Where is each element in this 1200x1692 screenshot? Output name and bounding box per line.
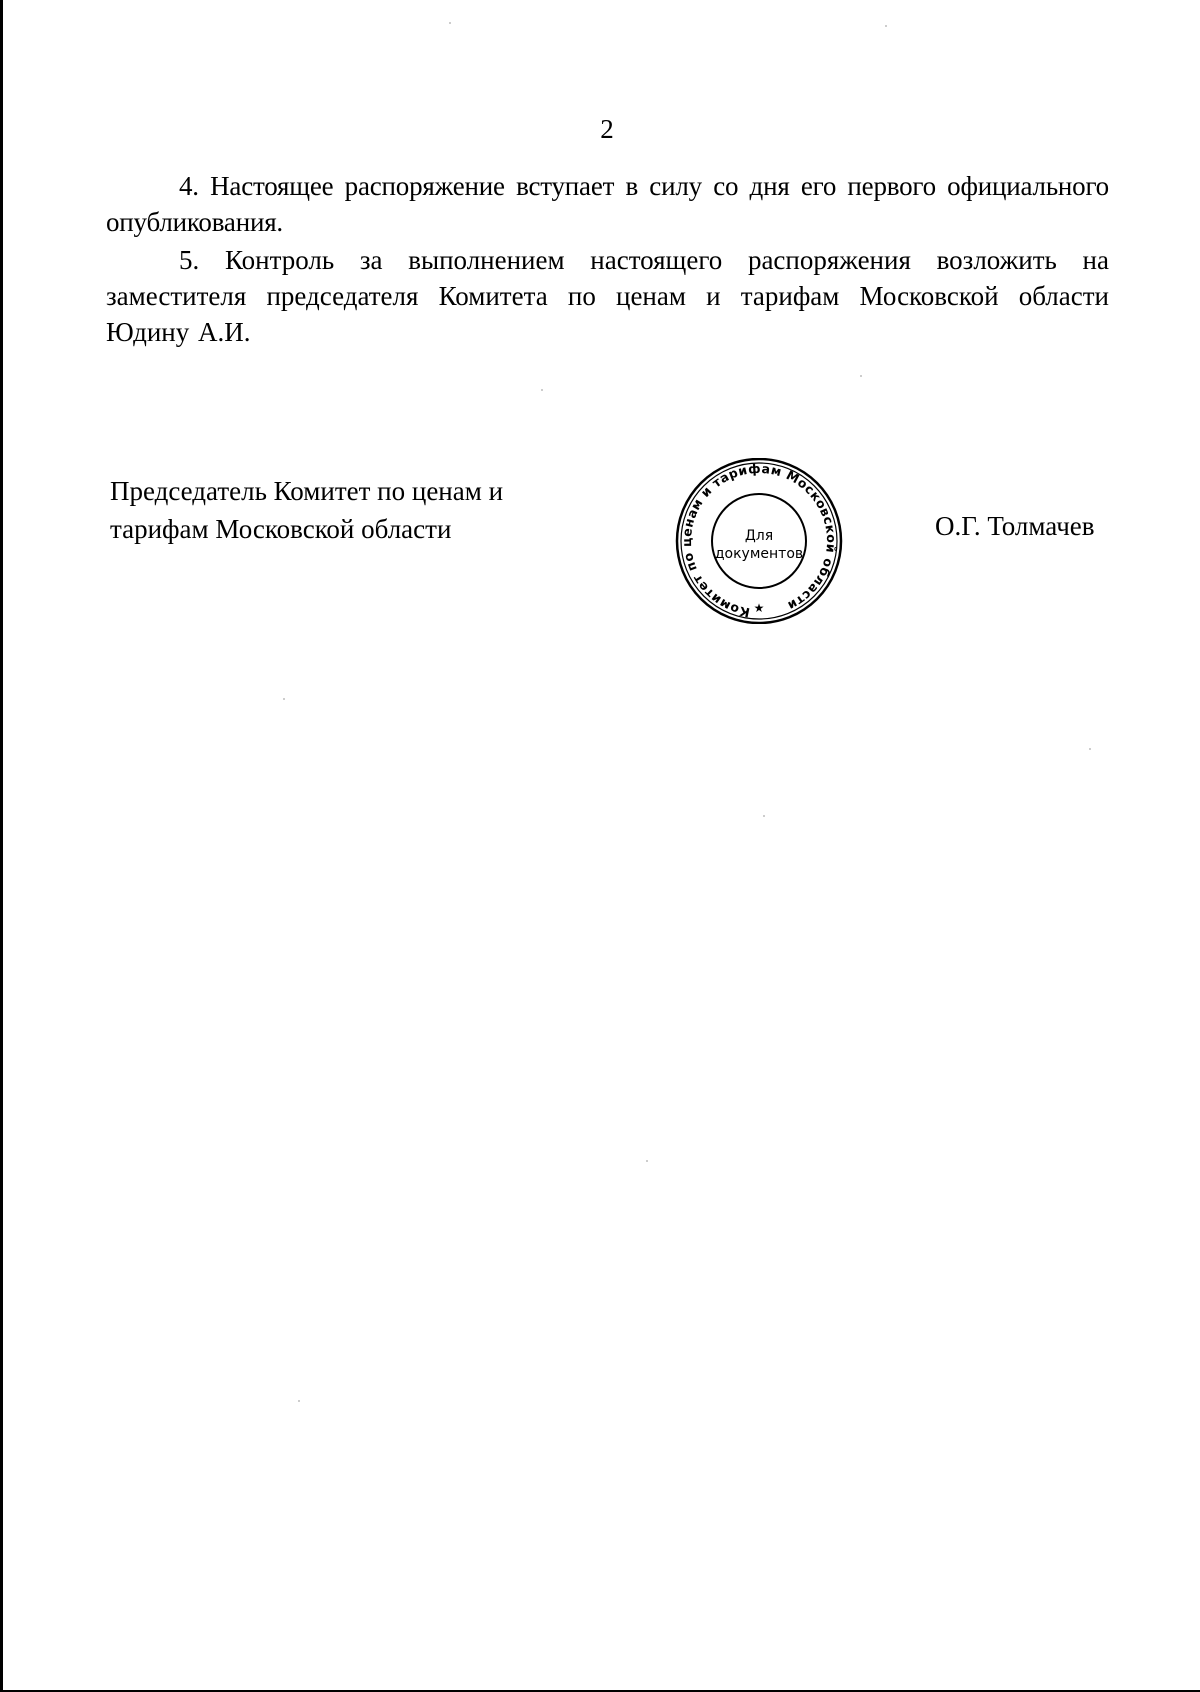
signatory-position-line-2: тарифам Московской области bbox=[110, 514, 452, 544]
scan-speck bbox=[646, 1160, 648, 1162]
official-stamp bbox=[674, 458, 844, 624]
paragraph-5-block bbox=[106, 242, 1109, 350]
scan-speck bbox=[1089, 748, 1091, 750]
stamp-center-line-1: Для bbox=[744, 528, 774, 544]
paragraph-4: 4. Настоящее распоряжение вступает в силу со дня его первого официального опубликования. bbox=[106, 171, 1109, 237]
page-number: 2 bbox=[600, 114, 614, 144]
scan-speck bbox=[283, 698, 285, 700]
scan-speck bbox=[763, 815, 765, 817]
stamp-star-icon: ★ bbox=[753, 601, 765, 615]
paragraph-5: 5. Контроль за выполнением настоящего распоряжения возложить на заместителя председателя Комитета по ценам и тарифам Московской области Юдину А.И. bbox=[106, 245, 1109, 347]
stamp-center-line-2: документов bbox=[714, 546, 804, 562]
scan-speck bbox=[860, 375, 862, 377]
stamp-ring-text-path: Комитет по ценам и тарифам Московской области bbox=[678, 460, 840, 621]
signatory-position bbox=[110, 472, 590, 548]
scan-speck bbox=[885, 25, 887, 27]
signatory-position-line-1: Председатель Комитет по ценам и bbox=[110, 476, 504, 506]
scan-speck bbox=[298, 1400, 300, 1402]
scan-left-border bbox=[0, 0, 3, 1692]
scan-speck bbox=[541, 389, 543, 391]
paragraph-4-block bbox=[106, 168, 1109, 240]
signatory-name: О.Г. Толмачев bbox=[935, 511, 1095, 541]
scan-speck bbox=[449, 22, 451, 24]
